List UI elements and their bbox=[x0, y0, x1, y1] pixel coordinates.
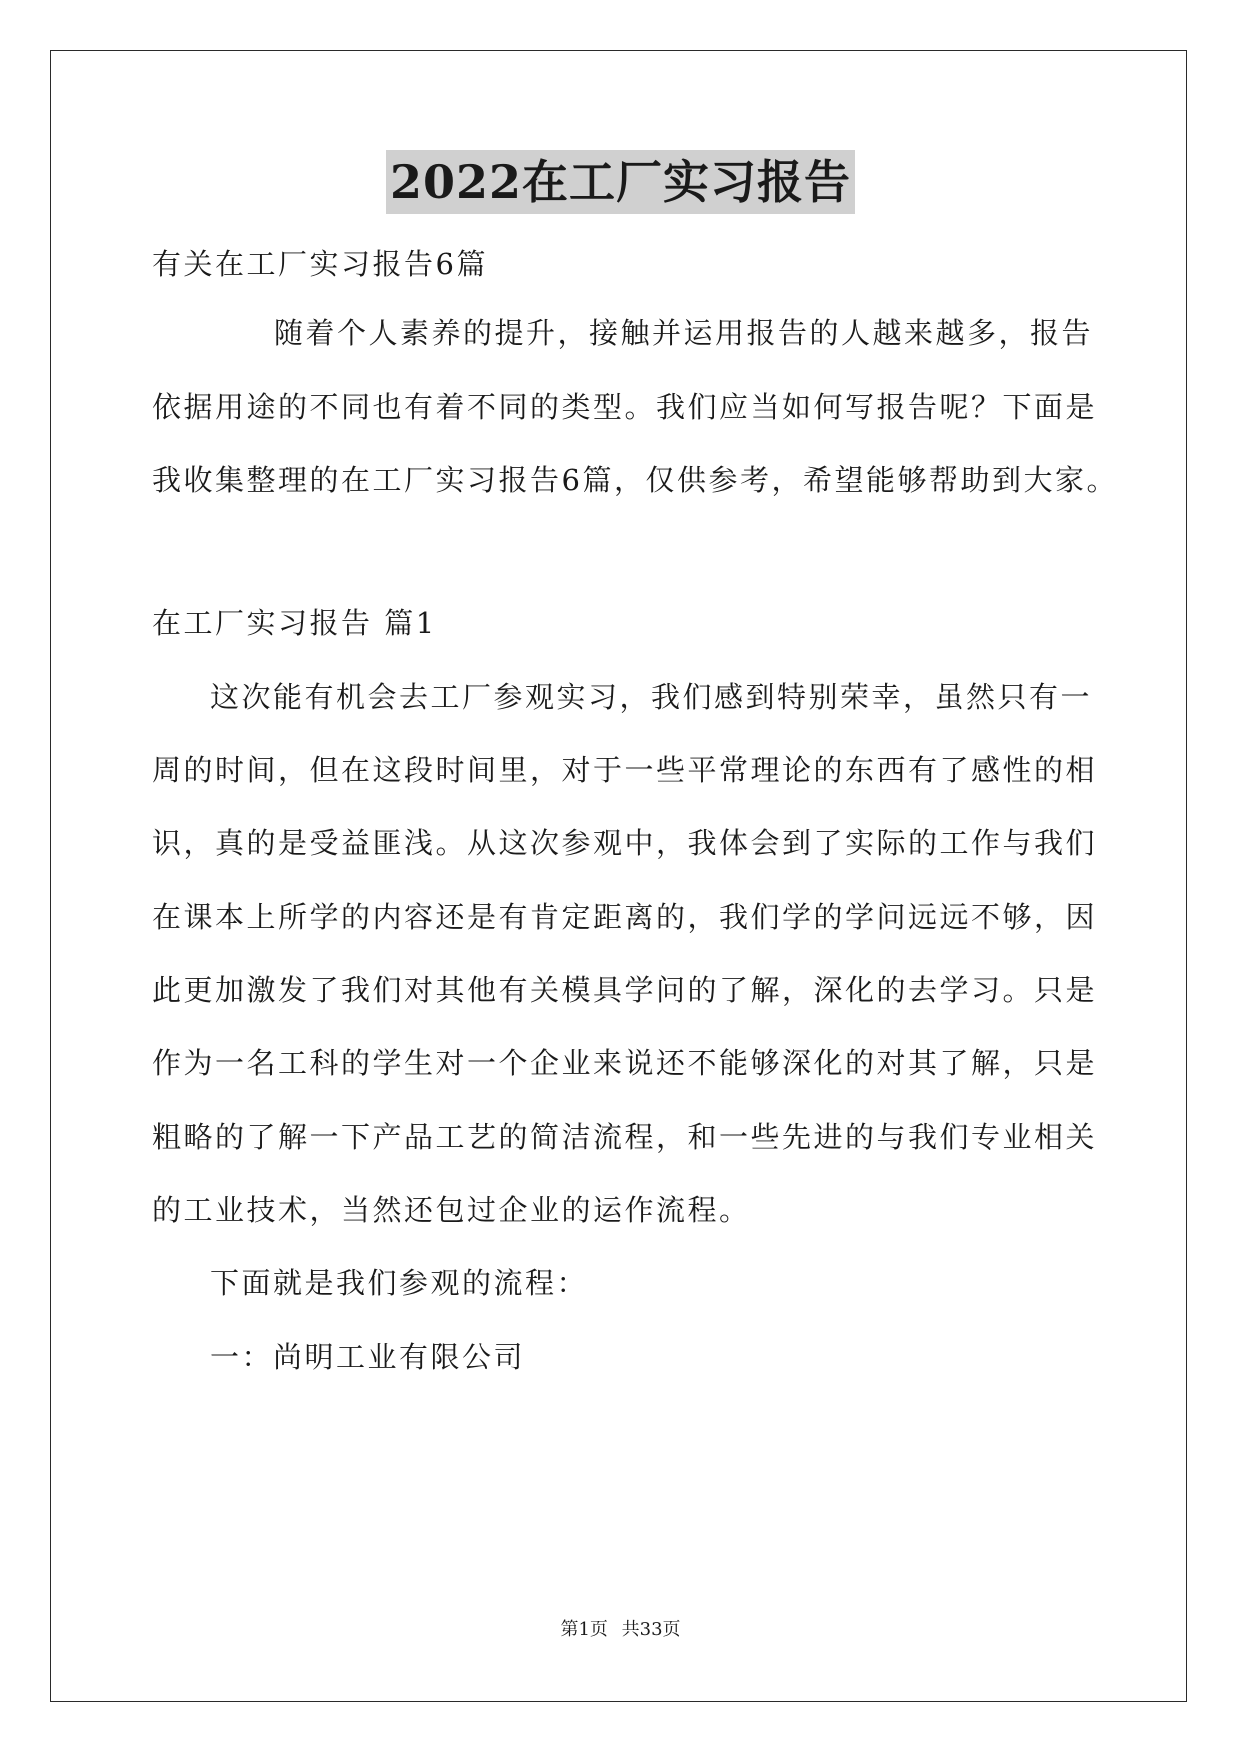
page-border bbox=[50, 50, 1187, 1702]
body-line-2: 周的时间，但在这段时间里，对于一些平常理论的东西有了感性的相 bbox=[152, 753, 1098, 787]
process-intro: 下面就是我们参观的流程： bbox=[210, 1266, 589, 1300]
body-line-4: 在课本上所学的内容还是有肯定距离的，我们学的学问远远不够，因 bbox=[152, 900, 1098, 934]
page-total: 共33页 bbox=[621, 1619, 681, 1640]
body-line-6: 作为一名工科的学生对一个企业来说还不能够深化的对其了解，只是 bbox=[152, 1046, 1098, 1080]
intro-line-3: 我收集整理的在工厂实习报告6篇，仅供参考，希望能够帮助到大家。 bbox=[152, 463, 1118, 497]
section-heading: 在工厂实习报告 篇1 bbox=[152, 606, 437, 640]
document-title: 2022在工厂实习报告 bbox=[386, 150, 855, 214]
body-line-5: 此更加激发了我们对其他有关模具学问的了解，深化的去学习。只是 bbox=[152, 973, 1098, 1007]
page-footer bbox=[0, 1617, 1241, 1643]
body-line-3: 识，真的是受益匪浅。从这次参观中，我体会到了实际的工作与我们 bbox=[152, 826, 1098, 860]
body-line-7: 粗略的了解一下产品工艺的简洁流程，和一些先进的与我们专业相关 bbox=[152, 1120, 1098, 1154]
body-line-1: 这次能有机会去工厂参观实习，我们感到特别荣幸，虽然只有一 bbox=[210, 680, 1093, 714]
intro-line-1: 随着个人素养的提升，接触并运用报告的人越来越多，报告 bbox=[274, 316, 1094, 350]
page-number: 第1页 bbox=[560, 1619, 608, 1640]
body-line-8: 的工业技术，当然还包过企业的运作流程。 bbox=[152, 1193, 751, 1227]
intro-line-2: 依据用途的不同也有着不同的类型。我们应当如何写报告呢？下面是 bbox=[152, 390, 1098, 424]
title-container bbox=[0, 150, 1241, 214]
process-item-1: 一：尚明工业有限公司 bbox=[210, 1340, 526, 1374]
document-subtitle: 有关在工厂实习报告6篇 bbox=[152, 247, 488, 281]
